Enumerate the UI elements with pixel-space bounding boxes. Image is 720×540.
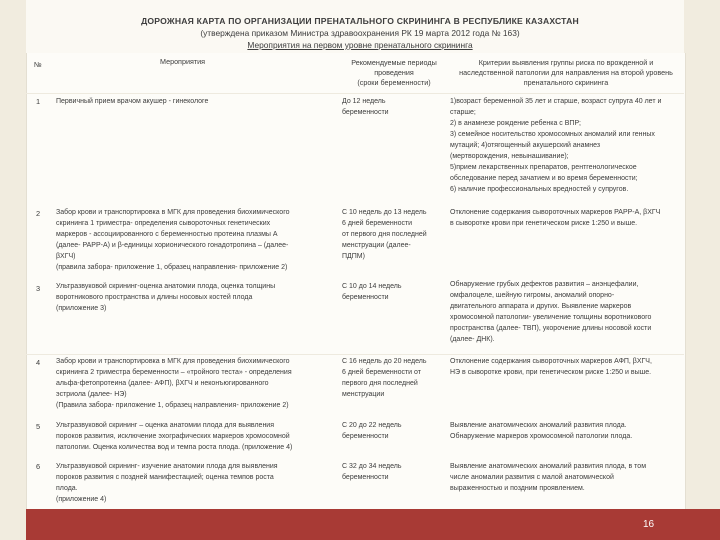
row-criteria: Выявление анатомических аномалий развития плода. Обнаружение маркеров хромосомной патологии плода. — [450, 422, 633, 440]
row-criteria: Выявление анатомических аномалий развития плода, в том числе аномалии развития с малой анатомической выраженностью и поздним проявлением. — [450, 463, 646, 492]
row-number: 1 — [36, 97, 41, 106]
row-number: 5 — [36, 422, 41, 431]
row-period: До 12 недель беременности — [342, 98, 389, 116]
row-activity: Забор крови и транспортировка в МГК для проведения биохимического скрининга 2 триместра беременности – «тройного теста» - определения альфа-фетопротеина (далее- АФП), βХГЧ и неконъюгированного эстриола (далее- НЭ) (Правила забора- приложение 1, образец направления- приложение 2) — [56, 358, 292, 409]
row-activity: Ультразвуковой скрининг – оценка анатомии плода для выявления пороков развития, исключение эхографических маркеров хромосомной патологии. Оценка количества вод и темпа роста плода. (приложение 4) — [56, 422, 293, 451]
row-period: С 16 недель до 20 недель 6 дней беременности от первого дня последней менструации — [342, 358, 427, 398]
row-divider — [26, 93, 684, 94]
document-subtitle: (утверждена приказом Министра здравоохранения РК 19 марта 2012 года № 163) — [200, 28, 520, 38]
right-margin-band — [684, 0, 720, 540]
row-number: 6 — [36, 462, 41, 471]
row-period: С 20 до 22 недель беременности — [342, 422, 402, 440]
row-divider — [26, 354, 684, 355]
row-criteria: Отклонение содержания сывороточных маркеров АФП, βХГЧ, НЭ в сыворотке крови, при генетическом риске 1:250 и выше. — [450, 358, 652, 376]
row-number: 3 — [36, 284, 41, 293]
row-period: С 10 недель до 13 недель 6 дней беременности от первого дня последней менструации (далее- ПДПМ) — [342, 209, 427, 260]
header-activities: Мероприятия — [160, 57, 206, 66]
document-section-title: Мероприятия на первом уровне пренатального скрининга — [247, 40, 473, 50]
header-criteria: Критерии выявления группы риска по врожденной и наследственной патологии для направления на второй уровень пренатального скрининга — [459, 58, 673, 87]
row-activity: Первичный прием врачом акушер - гинекологе — [56, 98, 209, 105]
row-criteria: Обнаружение грубых дефектов развития – анэнцефалии, омфалоцеле, шейную гигромы, аномалий опорно- двигательного аппарата и других. Выявление маркеров хромосомной патологии- увеличение толщины воротникового пространства (далее- ТВП), укорочение длины носовой кости (далее- ДНК). — [450, 281, 652, 343]
row-number: 2 — [36, 209, 41, 218]
page-number: 16 — [643, 519, 655, 530]
row-period: С 10 до 14 недель беременности — [342, 283, 402, 301]
row-number: 4 — [36, 358, 41, 367]
row-activity: Забор крови и транспортировка в МГК для проведения биохимического скрининга 1 триместра- определения сывороточных генетических маркеров - ассоциированного с беременностью протеина плазмы А (далее- PAPP-A) и β-единицы хорионического гонадотропина – (далее- βХГЧ) (правила забора- приложение 1, образец направления- приложение 2) — [56, 209, 290, 271]
document-title: ДОРОЖНАЯ КАРТА ПО ОРГАНИЗАЦИИ ПРЕНАТАЛЬНОГО СКРИНИНГА В РЕСПУБЛИКЕ КАЗАХСТАН — [141, 16, 579, 26]
row-period: С 32 до 34 недель беременности — [342, 463, 402, 481]
footer-bar — [26, 509, 720, 540]
header-periods: Рекомендуемые периоды проведения (сроки беременности) — [351, 58, 437, 87]
row-activity: Ультразвуковой скрининг-оценка анатомии плода, оценка толщины воротникового пространства и длины носовых костей плода (приложение 3) — [56, 283, 276, 312]
header-number: № — [34, 60, 42, 69]
row-criteria: 1)возраст беременной 35 лет и старше, возраст супруга 40 лет и старше; 2) в анамнезе рождение ребенка с ВПР; 3) семейное носительство хромосомных аномалий или генных мутаций; 4)отягощенный акушерский анамнез (мертворождения, невынашивание); 5)прием лекарственных препаратов, рентгенологическое обследование перед зачатием и во время беременности; 6) наличие профессиональных вредностей у супругов. — [450, 98, 662, 193]
row-criteria: Отклонение содержания сывороточных маркеров PAPP-A, βХГЧ в сыворотке крови при генетическом риске 1:250 и выше. — [450, 209, 661, 227]
row-activity: Ультразвуковой скрининг- изучение анатомии плода для выявления пороков развития с поздней манифестацией; оценка темпов роста плода. (приложение 4) — [56, 463, 278, 503]
left-margin-band — [0, 0, 26, 540]
